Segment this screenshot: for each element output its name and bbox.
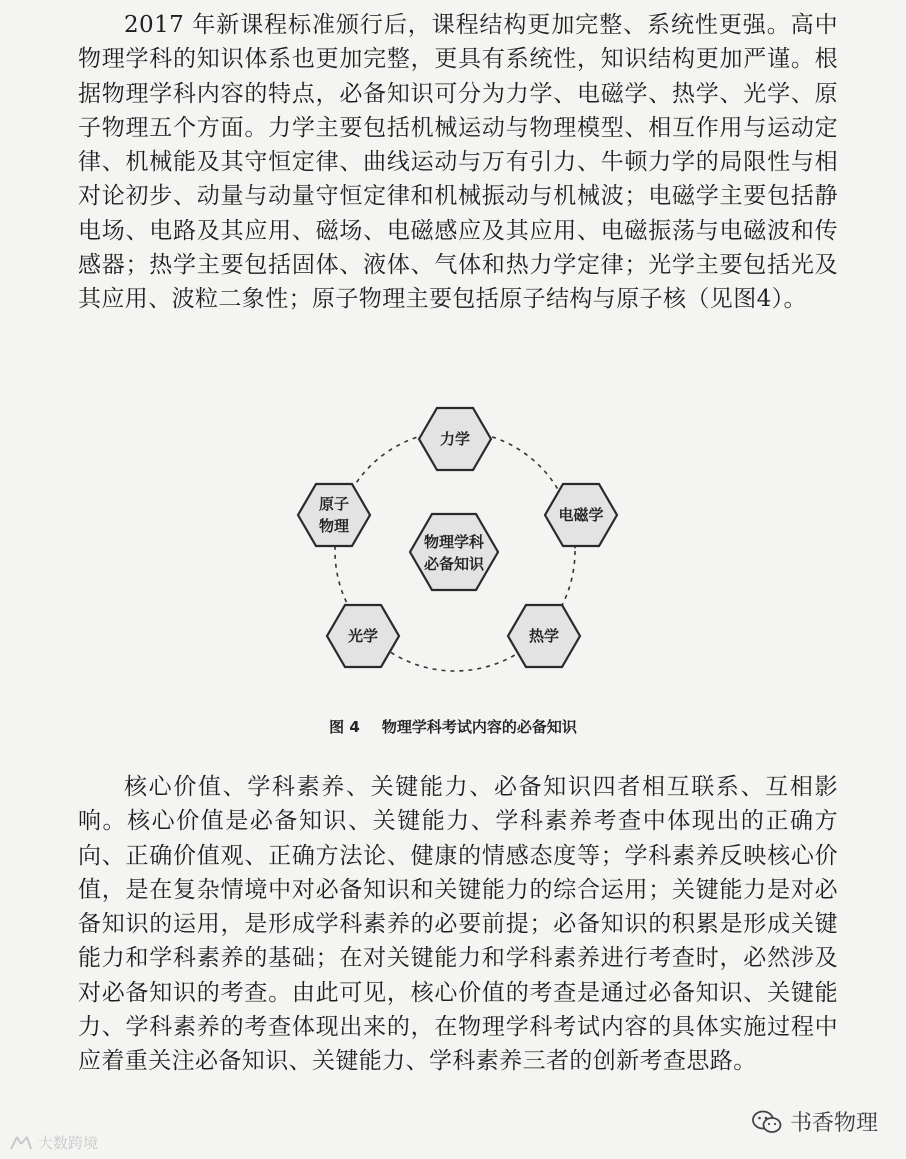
label-mechanics: 力学 bbox=[439, 430, 471, 448]
paragraph-intro: 2017 年新课程标准颁行后，课程结构更加完整、系统性更强。高中物理学科的知识体系也更加完整，更具有系统性，知识结构更加严谨。根据物理学科内容的特点，必备知识可分为力学、电磁学、热学、光学、原子物理五个方面。力学主要包括机械运动与物理模型、相互作用与运动定律、机械能及其守恒定律、曲线运动与万有引力、牛顿力学的局限性与相对论初步、动量与动量守恒定律和机械振动与机械波；电磁学主要包括静电场、电路及其应用、磁场、电磁感应及其应用、电磁振荡与电磁波和传感器；热学主要包括固体、液体、气体和热力学定律；光学主要包括光及其应用、波粒二象性；原子物理主要包括原子结构与原子核（见图4）。 bbox=[78, 12, 838, 313]
figure-caption bbox=[0, 716, 906, 737]
hex-atomic bbox=[298, 484, 370, 546]
wechat-icon bbox=[752, 1109, 782, 1135]
paragraph-core-values: 核心价值、学科素养、关键能力、必备知识四者相互联系、互相影响。核心价值是必备知识、关键能力、学科素养考查中体现出的正确方向、正确价值观、正确方法论、健康的情感态度等；学科素养反映核心价值，是在复杂情境中对必备知识和关键能力的综合运用；关键能力是对必备知识的运用，是形成学科素养的必要前提；必备知识的积累是形成关键能力和学科素养的基础；在对关键能力和学科素养进行考查时，必然涉及对必备知识的考查。由此可见，核心价值的考查是通过必备知识、关键能力、学科素养的考查体现出来的，在物理学科考试内容的具体实施过程中应着重关注必备知识、关键能力、学科素养三者的创新考查思路。 bbox=[78, 774, 838, 1075]
label-center-1: 物理学科 bbox=[423, 533, 485, 551]
label-atomic-2: 物理 bbox=[318, 517, 350, 535]
label-electromagnetism: 电磁学 bbox=[558, 506, 604, 524]
knowledge-diagram bbox=[290, 398, 620, 688]
label-thermal: 热学 bbox=[528, 627, 560, 645]
watermark-brand-name: 大数跨境 bbox=[38, 1134, 99, 1152]
label-atomic-1: 原子 bbox=[318, 495, 350, 513]
figure-number: 图 4 bbox=[329, 718, 360, 736]
label-center-2: 必备知识 bbox=[423, 555, 485, 573]
brand-logo-icon bbox=[8, 1134, 34, 1152]
watermark-right bbox=[752, 1106, 878, 1137]
watermark-left bbox=[8, 1132, 98, 1153]
hex-thermal bbox=[508, 605, 580, 667]
label-optics: 光学 bbox=[347, 627, 379, 645]
hex-electromagnetism bbox=[545, 484, 617, 546]
hex-optics bbox=[327, 605, 399, 667]
watermark-account-name: 书香物理 bbox=[789, 1111, 878, 1136]
hex-center bbox=[410, 514, 498, 590]
figure-title: 物理学科考试内容的必备知识 bbox=[381, 718, 577, 736]
hex-mechanics bbox=[419, 408, 491, 470]
